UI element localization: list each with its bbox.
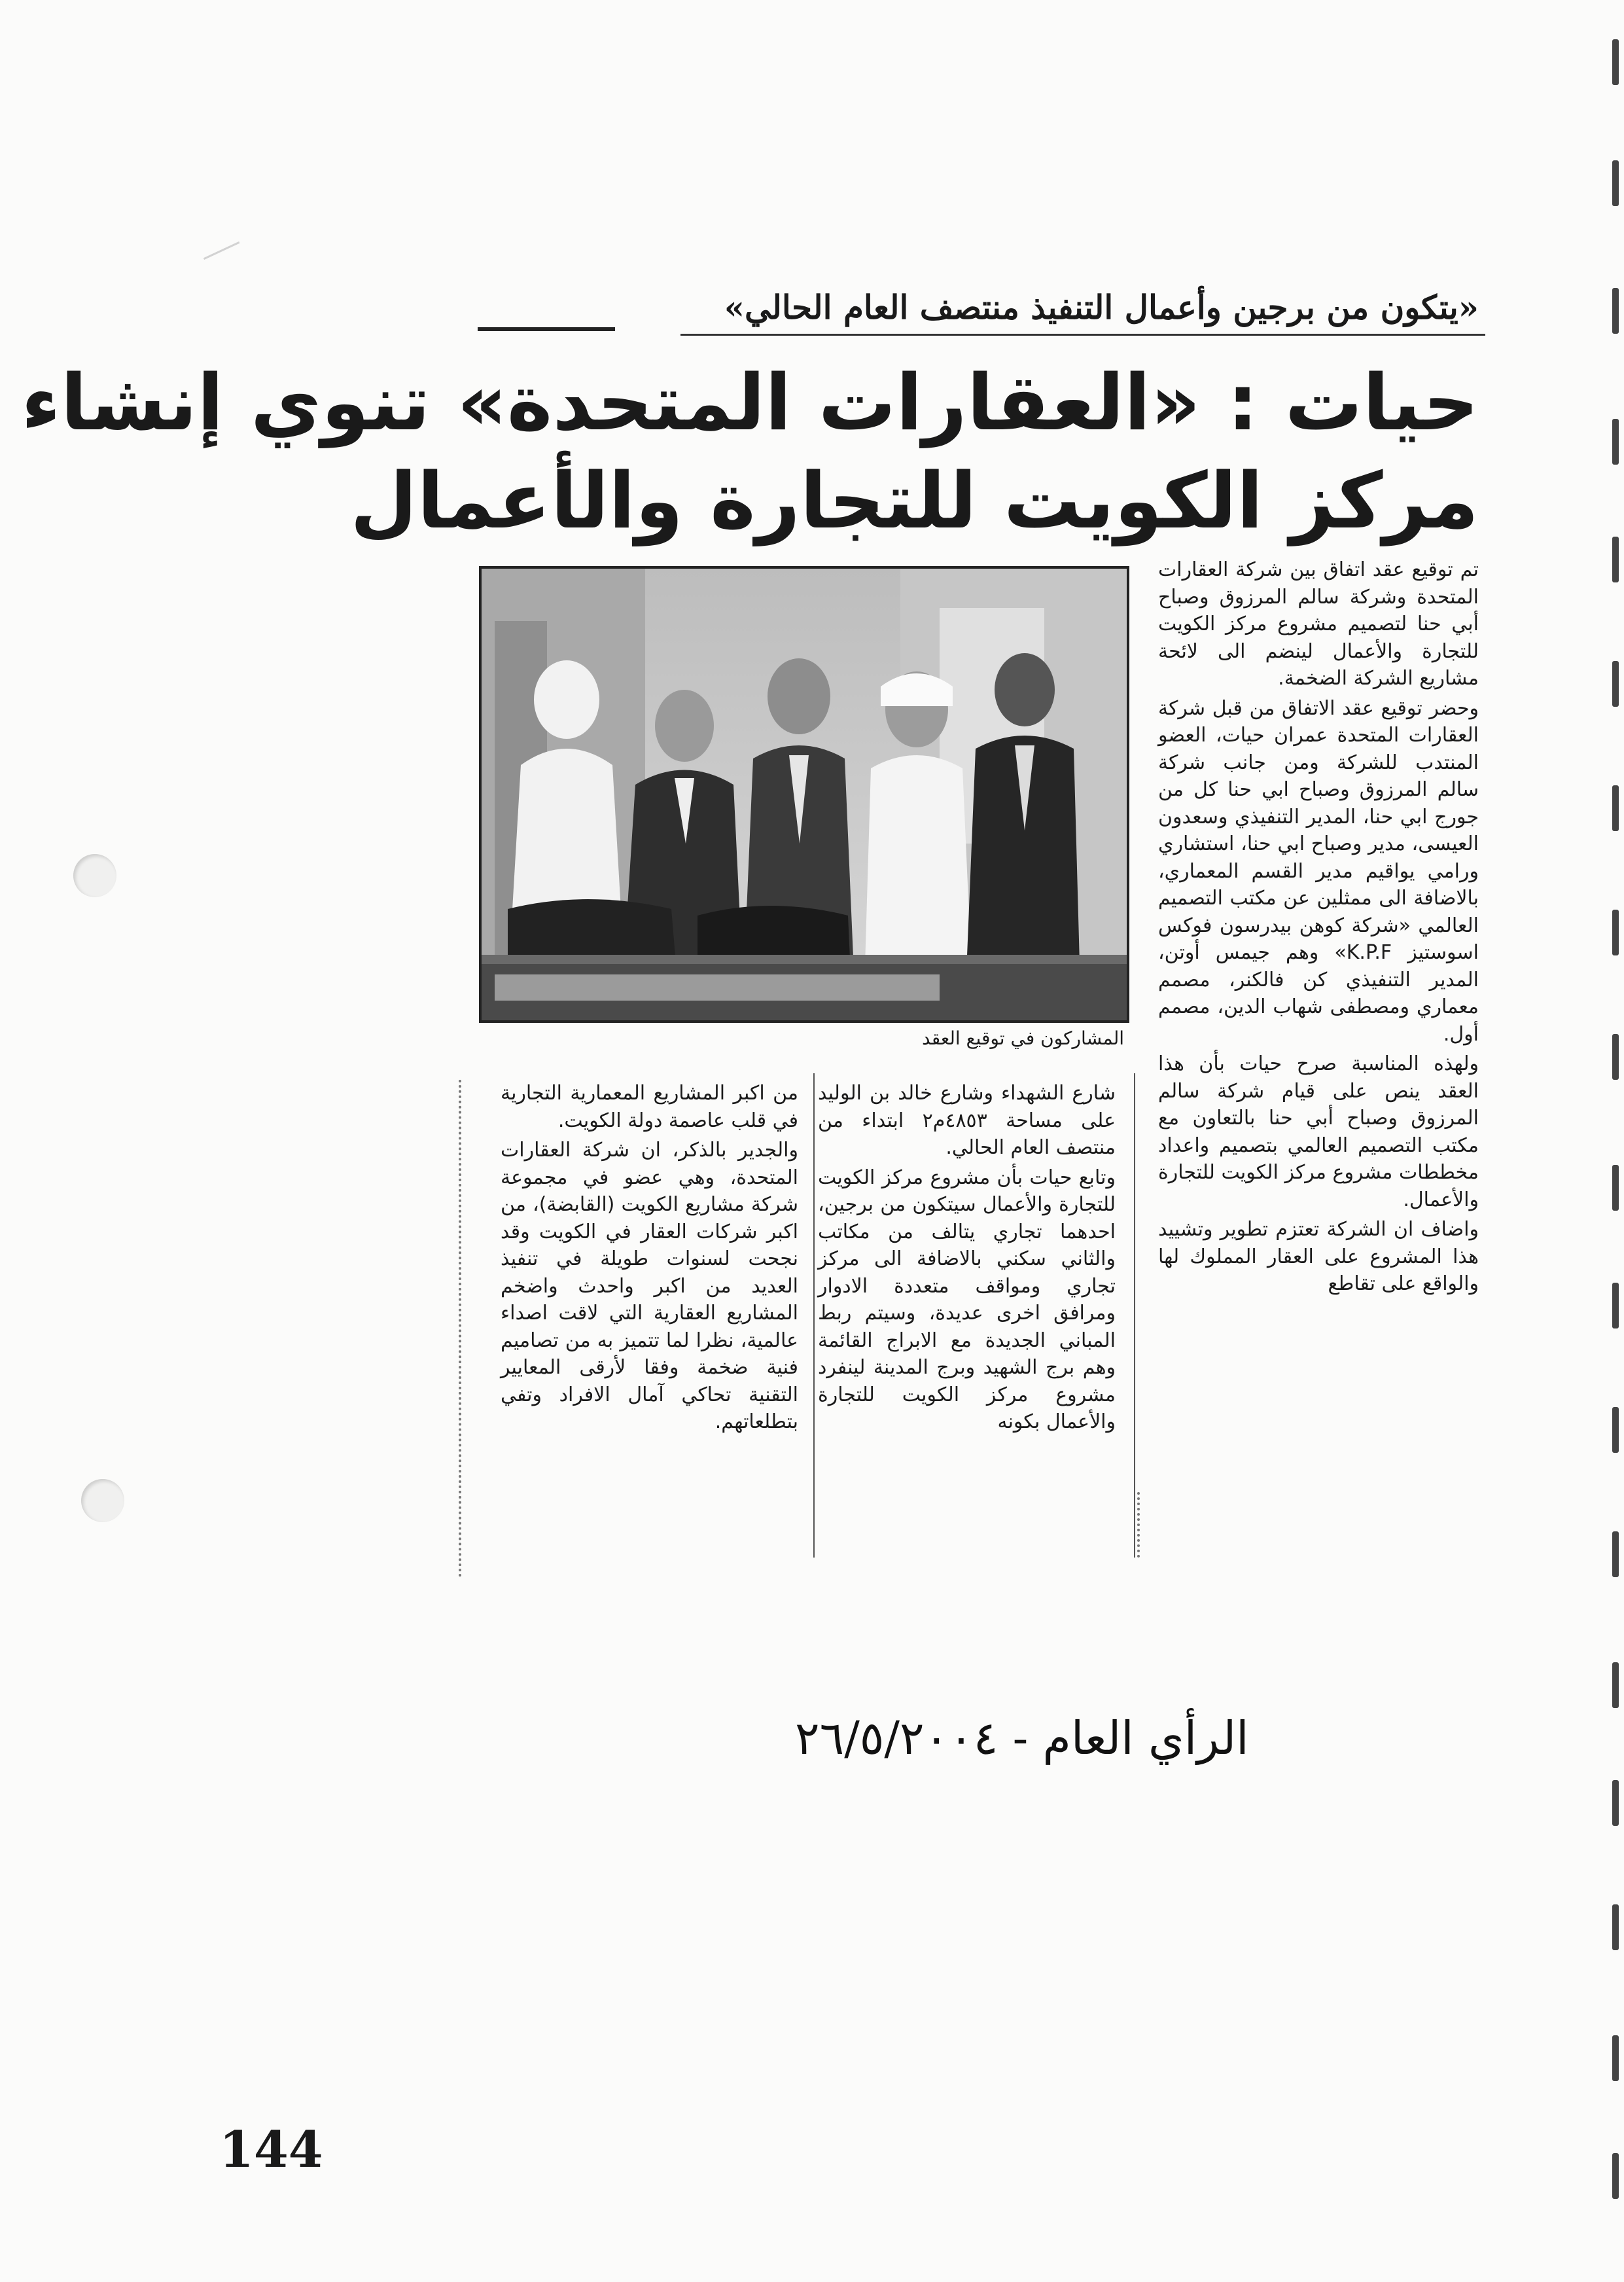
photo-caption: المشاركون في توقيع العقد bbox=[922, 1027, 1124, 1049]
edge-mark bbox=[1612, 419, 1619, 465]
edge-mark bbox=[1612, 2035, 1619, 2081]
edge-mark bbox=[1612, 1283, 1619, 1328]
edge-mark bbox=[1612, 1407, 1619, 1453]
page-number: 144 bbox=[219, 2120, 323, 2179]
binder-hole-top bbox=[73, 854, 116, 897]
col2-paragraph: وتابع حيات بأن مشروع مركز الكويت للتجارة والأعمال سيتكون من برجين، احدهما تجاري يتالف من مكاتب والثاني سكني بالاضافة الى مركز تجاري ومواقف متعددة الادوار ومرافق اخرى عديدة، وسيتم ربط المباني الجديدة مع الابراج القائمة وهم برج الشهيد وبرج المدينة لينفرد مشروع مركز الكويت للتجارة والأعمال بكونه bbox=[818, 1166, 1116, 1433]
article-photo bbox=[479, 566, 1129, 1023]
col1-paragraph: تم توقيع عقد اتفاق بين شركة العقارات المتحدة وشركة سالم المرزوق وصباح أبي حنا لتصميم مشروع مركز الكويت للتجارة والأعمال لينضم الى لائحة مشاريع الشركة الضخمة. bbox=[1158, 558, 1479, 690]
edge-mark bbox=[1612, 910, 1619, 955]
article-column-3 bbox=[501, 1080, 798, 1438]
page-smudge bbox=[203, 241, 248, 277]
col3-paragraph: والجدير بالذكر، ان شركة العقارات المتحدة، وهي عضو في مجموعة شركة مشاريع الكويت (القابضة)، من اكبر شركات العقار في الكويت وقد نجحت لسنوات طويلة في تنفيذ العديد من اكبر واحدث واضخم المشاريع العقارية التي لاقت اصداء عالمية، نظرا لما تتميز به من تصاميم فنية ضخمة وفقا لأرقى المعايير التقنية تحاكي آمال الافراد وتفي بتطلعاتهم. bbox=[501, 1139, 798, 1433]
article-column-2 bbox=[818, 1080, 1116, 1438]
binder-hole-bottom bbox=[81, 1479, 124, 1522]
col1-paragraph: واضاف ان الشركة تعتزم تطوير وتشييد هذا المشروع على العقار المملوك لها والواقع على تقاطع bbox=[1158, 1218, 1479, 1295]
edge-mark bbox=[1612, 1165, 1619, 1211]
edge-mark bbox=[1612, 785, 1619, 831]
col3-paragraph: من اكبر المشاريع المعمارية التجارية في قلب عاصمة دولة الكويت. bbox=[501, 1082, 798, 1132]
edge-mark bbox=[1612, 1531, 1619, 1577]
clipping-border-left bbox=[459, 1080, 461, 1577]
handwritten-source-note: الرأي العام - ٢٦/٥/٢٠٠٤ bbox=[795, 1711, 1249, 1765]
edge-mark bbox=[1612, 2153, 1619, 2199]
column-rule-right bbox=[1134, 1073, 1135, 1558]
column-rule-left bbox=[813, 1073, 815, 1558]
col1-paragraph: وحضر توقيع عقد الاتفاق من قبل شركة العقارات المتحدة عمران حيات، العضو المنتدب للشركة ومن جانب شركة سالم المرزوق وصباح ابي حنا كل من جورج ابي حنا، المدير التنفيذي وسعدون العيسى، مدير وصباح ابي حنا، استشاري ورامي يواقيم مدير القسم المعماري، بالاضافة الى ممثلين عن مكتب التصميم العالمي «شركة كوهن بيدرسون فوكس اسوستيز K.P.F» وهم جيمس أوتن، المدير التنفيذي كن فالكنر، مصمم معماري ومصطفى شهاب الدين، مصمم أول. bbox=[1158, 696, 1479, 1046]
article-column-1 bbox=[1158, 556, 1479, 1300]
edge-mark bbox=[1612, 661, 1619, 707]
edge-mark bbox=[1612, 1780, 1619, 1826]
edge-mark bbox=[1612, 1904, 1619, 1950]
group-photo-illustration bbox=[482, 569, 1127, 1020]
col2-paragraph: شارع الشهداء وشارع خالد بن الوليد على مساحة ٤٨٥٣م٢ ابتداء من منتصف العام الحالي. bbox=[818, 1082, 1116, 1159]
edge-mark bbox=[1612, 537, 1619, 582]
kicker-rule bbox=[478, 327, 615, 331]
edge-mark bbox=[1612, 1662, 1619, 1708]
newspaper-clipping bbox=[21, 268, 1498, 1597]
edge-mark bbox=[1612, 1034, 1619, 1080]
edge-mark bbox=[1612, 160, 1619, 206]
article-kicker: «يتكون من برجين وأعمال التنفيذ منتصف العام الحالي» bbox=[724, 288, 1479, 327]
headline-line-1: حيات : «العقارات المتحدة» تنوي إنشاء bbox=[21, 357, 1479, 448]
kicker-underline bbox=[680, 334, 1485, 336]
headline-line-2: مركز الكويت للتجارة والأعمال bbox=[350, 455, 1479, 546]
col1-paragraph: ولهذه المناسبة صرح حيات بأن هذا العقد ينص على قيام شركة سالم المرزوق وصباح أبي حنا بالتعاون مع مكتب التصميم العالمي بتصميم واعداد مخططات مشروع مركز الكويت للتجارة والأعمال. bbox=[1158, 1052, 1479, 1211]
edge-mark bbox=[1612, 39, 1619, 85]
article-headline bbox=[21, 353, 1479, 550]
clipping-border-right bbox=[1137, 1492, 1140, 1558]
edge-mark bbox=[1612, 288, 1619, 334]
